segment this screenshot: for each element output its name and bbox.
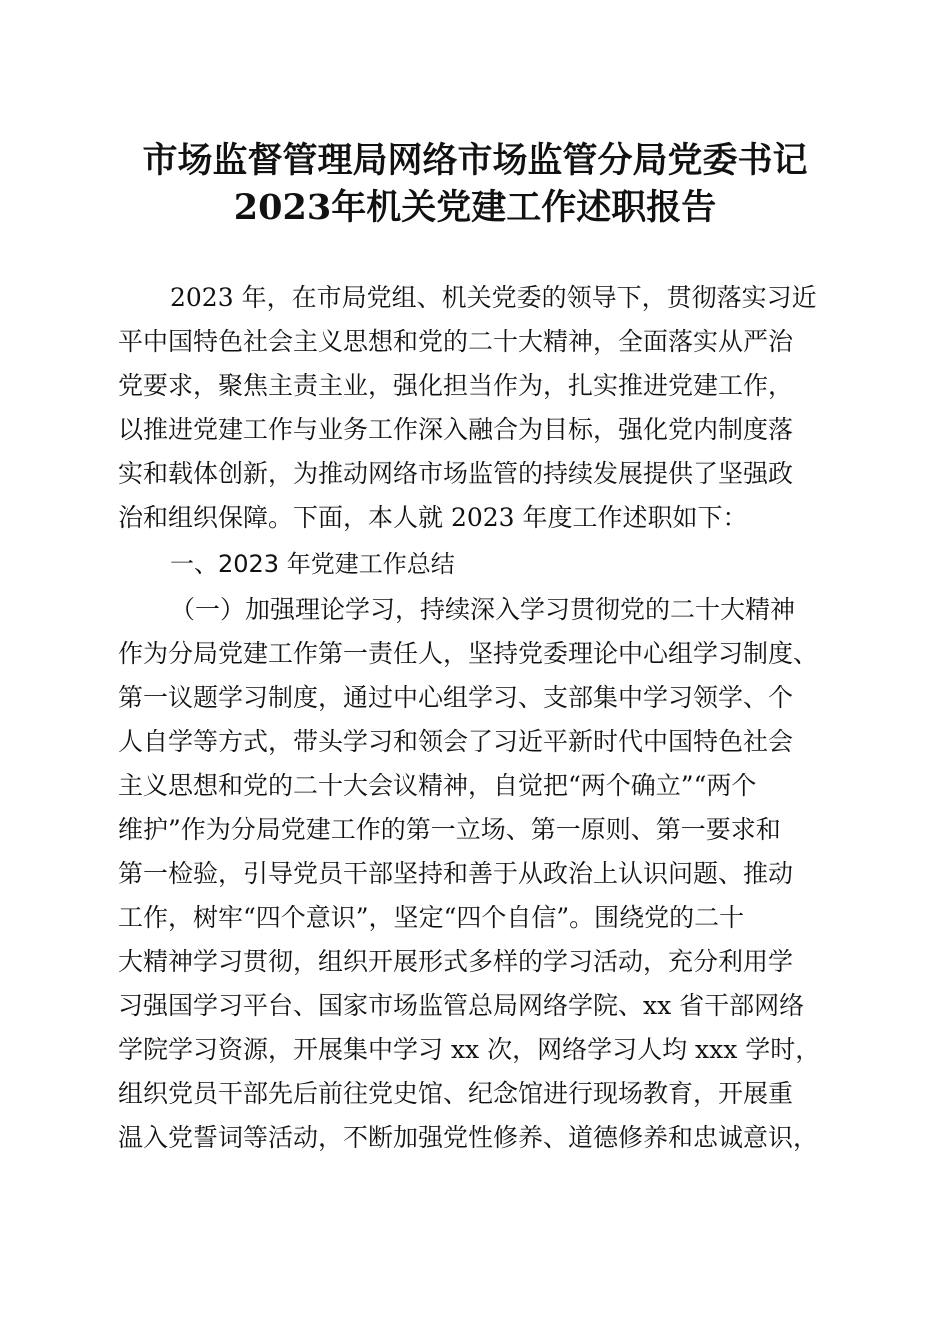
body-line: 维护”作为分局党建工作的第一立场、第一原则、第一要求和 — [118, 815, 781, 844]
intro-line: 党要求，聚焦主责主业，强化担当作为，扎实推进党建工作， — [118, 371, 794, 400]
section-heading: 一、2023 年党建工作总结 — [170, 550, 455, 578]
body-line: 主义思想和党的二十大会议精神，自觉把“两个确立”“两个 — [118, 771, 757, 800]
body-line: 组织党员干部先后前往党史馆、纪念馆进行现场教育，开展重 — [118, 1079, 794, 1108]
body-line: 第一议题学习制度，通过中心组学习、支部集中学习领学、个 — [118, 683, 794, 712]
body-line: 第一检验，引导党员干部坚持和善于从政治上认识问题、推动 — [118, 859, 794, 888]
intro-line: 治和组织保障。下面，本人就 2023 年度工作述职如下： — [118, 503, 748, 532]
document-title-line-2: 2023年机关党建工作述职报告 — [233, 187, 717, 228]
body-line: 工作，树牢“四个意识”，坚定“四个自信”。围绕党的二十 — [118, 903, 745, 932]
intro-line: 平中国特色社会主义思想和党的二十大精神，全面落实从严治 — [118, 327, 794, 356]
body-line: 习强国学习平台、国家市场监管总局网络学院、xx 省干部网络 — [118, 991, 805, 1020]
body-line: 学院学习资源，开展集中学习 xx 次，网络学习人均 xxx 学时， — [118, 1035, 821, 1064]
body-line: 大精神学习贯彻，组织开展形式多样的学习活动，充分利用学 — [118, 947, 794, 976]
intro-line: 2023 年，在市局党组、机关党委的领导下，贯彻落实习近 — [170, 283, 817, 312]
body-line: 温入党誓词等活动，不断加强党性修养、道德修养和忠诚意识， — [118, 1123, 819, 1152]
body-line: 作为分局党建工作第一责任人，坚持党委理论中心组学习制度、 — [118, 639, 819, 668]
subsection-heading: （一）加强理论学习，持续深入学习贯彻党的二十大精神 — [170, 595, 796, 624]
intro-line: 以推进党建工作与业务工作深入融合为目标，强化党内制度落 — [118, 415, 794, 444]
body-line: 人自学等方式，带头学习和领会了习近平新时代中国特色社会 — [118, 727, 794, 756]
document-title-line-1: 市场监督管理局网络市场监管分局党委书记 — [142, 140, 808, 181]
intro-line: 实和载体创新，为推动网络市场监管的持续发展提供了坚强政 — [118, 459, 794, 488]
